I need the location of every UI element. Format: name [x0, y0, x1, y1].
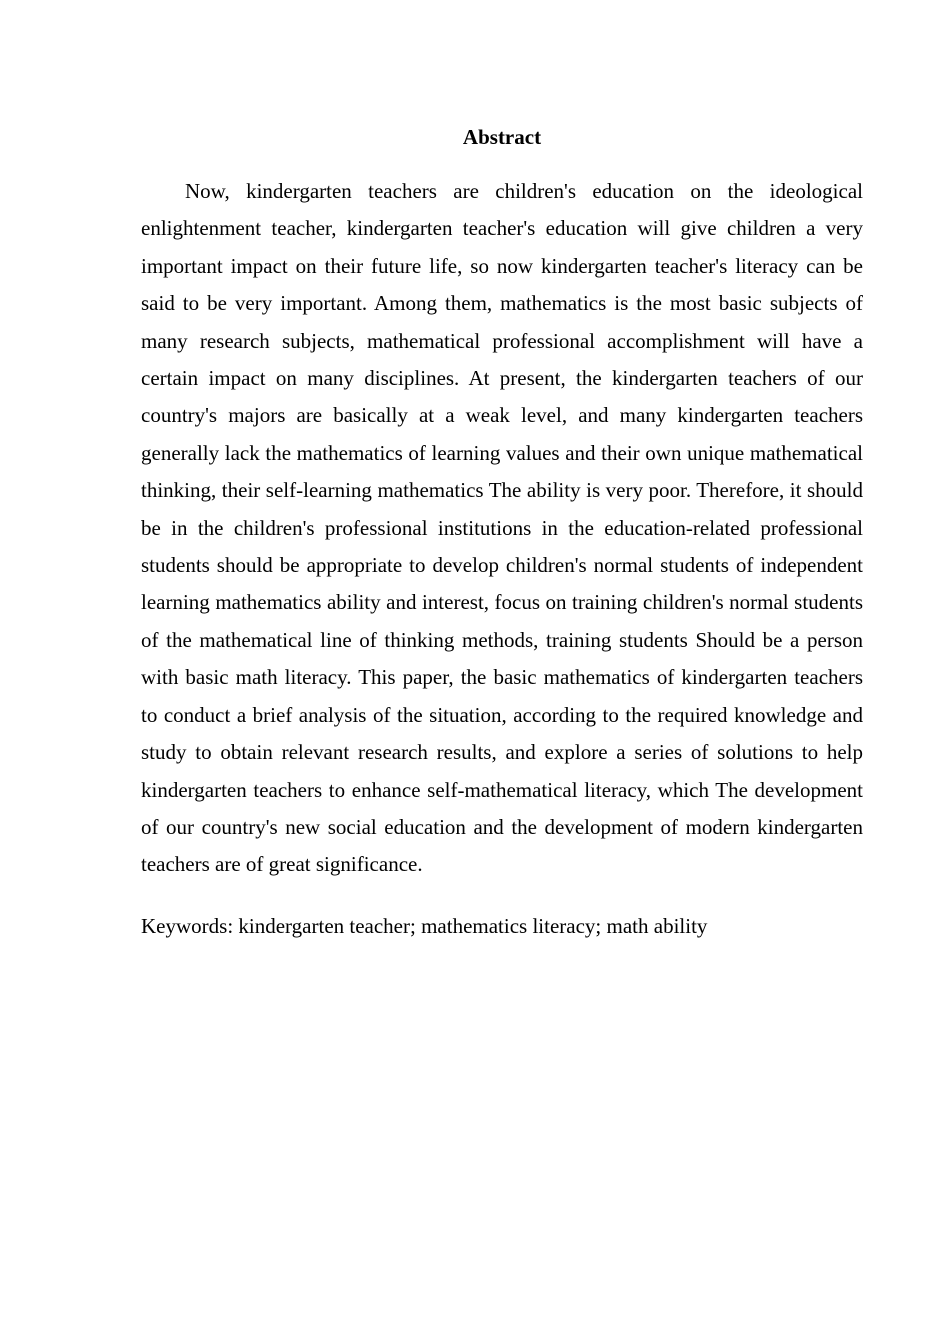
abstract-body: Now, kindergarten teachers are children's education on the ideological enlightenment teacher, kindergarten teacher's education will give children a very important impact on their future life, so now kindergarten teacher's literacy can be said to be very important. Among them, mathematics is the most basic subjects of many research subjects, mathematical professional accomplishment will have a certain impact on many disciplines. At present, the kindergarten teachers of our country's majors are basically at a weak level, and many kindergarten teachers generally lack the mathematics of learning values and their own unique mathematical thinking, their self-learning mathematics The ability is very poor. Therefore, it should be in the children's professional institutions in the education-related professional students should be appropriate to develop children's normal students of independent learning mathematics ability and interest, focus on training children's normal students of the mathematical line of thinking methods, training students Should be a person with basic math literacy. This paper, the basic mathematics of kindergarten teachers to conduct a brief analysis of the situation, according to the required knowledge and study to obtain relevant research results, and explore a series of solutions to help kindergarten teachers to enhance self-mathematical literacy, which The development of our country's new social education and the development of modern kindergarten teachers are of great significance. [141, 179, 863, 877]
keywords-line: Keywords: kindergarten teacher; mathematics literacy; math ability [141, 913, 708, 938]
abstract-section [141, 124, 863, 945]
abstract-title: Abstract [462, 125, 542, 149]
